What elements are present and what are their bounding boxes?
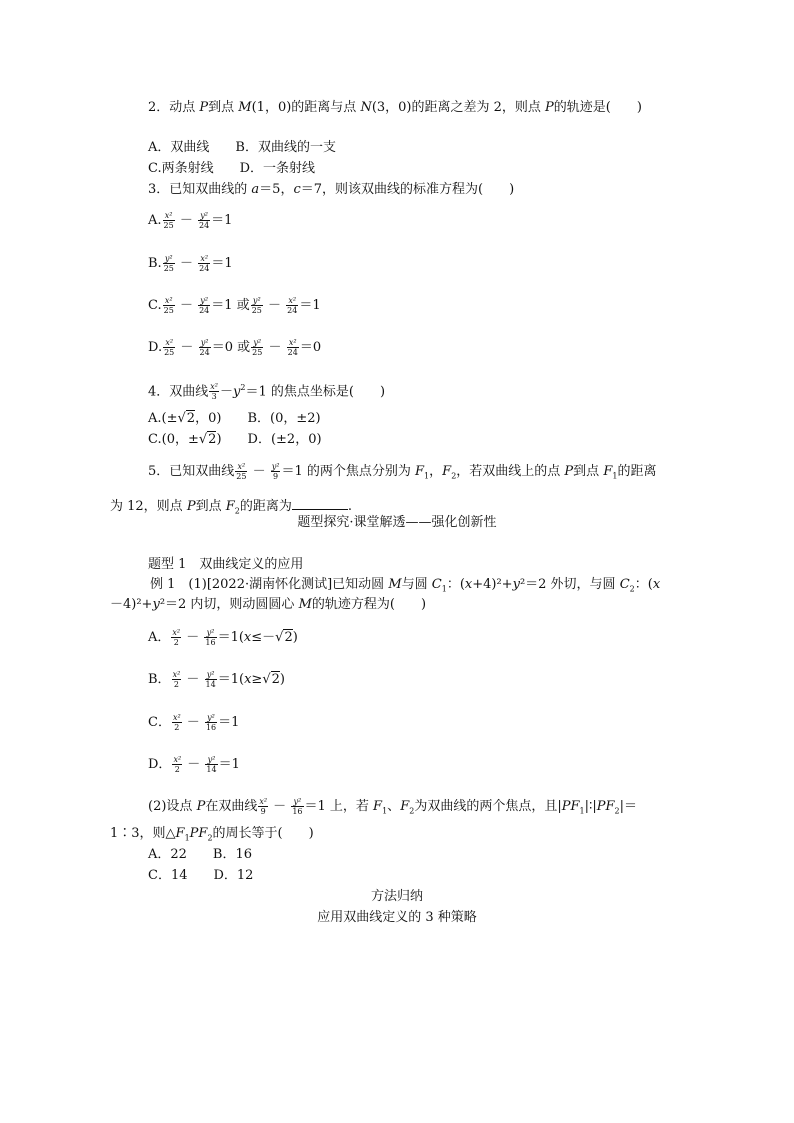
question-2-options-ab: A．双曲线 B．双曲线的一支 — [148, 140, 336, 155]
question-4-options-ab: A.(±√2，0) B．(0，±2) — [148, 411, 321, 426]
example-1-option-a: A． $\frac{\text{x²}}{2}$ － $\frac{\text{y²}}{16}$ ＝1(x≤－√2) — [148, 628, 298, 647]
question-2-stem: 2．动点 P到点 M(1，0)的距离与点 N(3，0)的距离之差为 2，则点 P的轨迹是( ) — [148, 100, 642, 115]
question-4-options-cd: C.(0，±√2) D．(±2，0) — [148, 432, 322, 447]
question-2-options-cd: C.两条射线 D．一条射线 — [148, 161, 316, 176]
example-1-part-2-stem: (2)设点 P在双曲线 $\frac{\text{x²}}{9}$ － $\frac{\text{y²}}{16}$ ＝1 上，若 $F_1$、$F_2$为双曲线的两个焦点，且$|PF_1|∶|PF_2|=$ — [148, 797, 637, 816]
question-3-option-a: A. $\frac{\text{x²}}{25}$ － $\frac{\text{y²}}{24}$ ＝1 — [148, 211, 233, 230]
type-1-heading: 题型 1 双曲线定义的应用 — [148, 557, 304, 572]
question-5-line-2: 为 12，则点 P到点 $F_2$的距离为 . — [110, 499, 352, 516]
method-subheading: 应用双曲线定义的 3 种策略 — [317, 910, 477, 925]
example-1-option-d: D． $\frac{\text{x²}}{2}$ － $\frac{\text{y²}}{14}$ ＝1 — [148, 755, 240, 774]
section-heading: 题型探究·课堂解透——强化创新性 — [297, 515, 497, 530]
question-3-option-c: C. $\frac{\text{x²}}{25}$ － $\frac{\text{y²}}{24}$ ＝1 或 $\frac{\text{y²}}{25}$ － $\frac{\text{x²}}{24}$ ＝1 — [148, 296, 321, 315]
question-3-stem: 3．已知双曲线的 a＝5，c＝7，则该双曲线的标准方程为( ) — [148, 182, 515, 197]
example-1-part-2-options-cd: C．14 D．12 — [148, 868, 254, 883]
question-4-stem: 4．双曲线 $\frac{\text{x²}}{3}$ $-y^2=1$ 的焦点坐标是( ) — [148, 382, 386, 402]
example-1-part-1-line-2: －4)²+y²＝2 内切，则动圆圆心 M的轨迹方程为( ) — [110, 597, 427, 612]
method-heading: 方法归纳 — [370, 889, 423, 904]
example-1-option-b: B． $\frac{\text{x²}}{2}$ － $\frac{\text{y²}}{14}$ ＝1(x≥√2) — [148, 670, 285, 689]
question-5-stem: 5．已知双曲线 $\frac{\text{x²}}{25}$ － $\frac{\text{y²}}{9}$ ＝1 的两个焦点分别为 $F_1$，$F_2$，若双曲线上的点 P到点 $F_1$的距离 — [148, 462, 657, 481]
answer-blank[interactable] — [292, 497, 348, 510]
example-1-option-c: C． $\frac{\text{x²}}{2}$ － $\frac{\text{y²}}{16}$ ＝1 — [148, 713, 240, 732]
example-1-part-1-stem: 例 1 (1)[2022·湖南怀化测试]已知动圆 M与圆 $C_1$：(x+4)²+y²＝2 外切，与圆 $C_2$：(x — [150, 577, 661, 594]
example-1-part-2-options-ab: A．22 B．16 — [148, 847, 253, 862]
question-3-option-b: B. $\frac{\text{y²}}{25}$ － $\frac{\text{x²}}{24}$ ＝1 — [148, 254, 233, 273]
question-3-option-d: D. $\frac{\text{x²}}{25}$ － $\frac{\text{y²}}{24}$ ＝0 或 $\frac{\text{y²}}{25}$ － $\frac{\text{x²}}{24}$ ＝0 — [148, 338, 322, 357]
example-1-part-2-line-2: 1∶3，则$\triangle F_1PF_2$的周长等于( ) — [110, 826, 314, 843]
